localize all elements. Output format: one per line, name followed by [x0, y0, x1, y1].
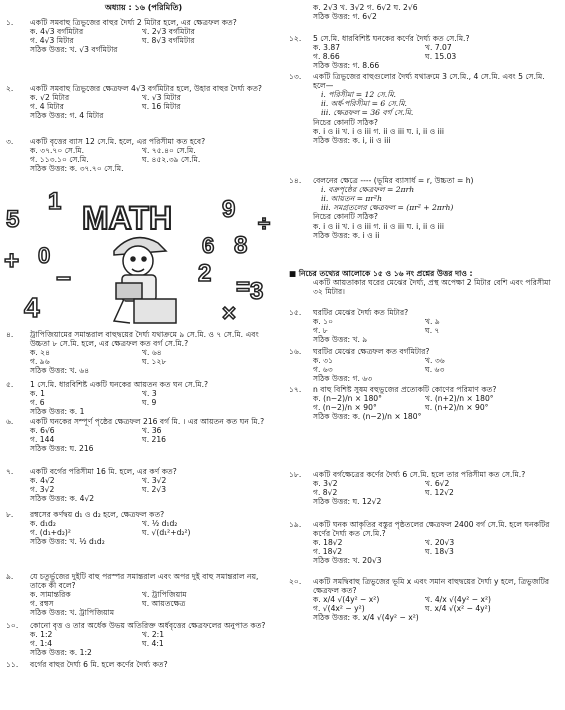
symbol-times: × — [222, 300, 237, 327]
symbol-divide: ÷ — [258, 211, 271, 236]
question-number: ২. — [6, 84, 14, 93]
option: খ. (n+2)/n × 180° — [425, 394, 494, 404]
question-text: 1 সে.মি. ধারবিশিষ্ট একটি ঘনকের আয়তন কত ঘন সে.মি.? — [30, 380, 209, 389]
option: গ. ৯৬ — [30, 357, 50, 367]
option: গ. 1:4 — [30, 639, 53, 649]
question-block — [0, 467, 280, 503]
question-number: ১. — [6, 18, 14, 27]
question-block — [0, 660, 280, 669]
option: খ. 3√2 — [142, 476, 167, 486]
option: খ. 4/x √(4y² − x²) — [425, 595, 491, 605]
option: ক. 18√2 — [313, 538, 343, 548]
options — [30, 426, 280, 444]
options — [30, 519, 280, 537]
option: ঘ. 15.03 — [425, 52, 457, 62]
question-text: ঘরটির মেঝের ক্ষেত্রফল কত বর্গমিটার? — [313, 347, 430, 356]
symbol-0: 0 — [38, 243, 51, 268]
question-block — [0, 84, 280, 120]
question-block — [283, 308, 563, 344]
question-number: ১০. — [6, 621, 19, 630]
symbol-2: 2 — [198, 260, 212, 287]
option: ঘ. √(d₁²+d₂²) — [142, 528, 191, 538]
option: গ. (n−2)/n × 90° — [313, 403, 377, 413]
option: গ. (d₁+d₂)² — [30, 528, 71, 538]
question-block — [283, 176, 563, 240]
question-block — [283, 34, 563, 70]
options — [30, 146, 280, 164]
option: খ. ½ d₁d₂ — [142, 519, 178, 529]
option: খ. 7.07 — [425, 43, 452, 53]
option: ক. (n−2)/n × 180° — [313, 394, 382, 404]
chapter-title: অধ্যায় : ১৬ (পরিমিতি) — [105, 3, 183, 12]
statement: i. বক্রপৃষ্ঠের ক্ষেত্রফল = 2πrh — [321, 185, 415, 195]
options — [30, 630, 280, 648]
question-block — [283, 577, 563, 623]
statement: iii. সমগ্রতলের ক্ষেত্রফল = (πr² + 2πrh) — [321, 203, 454, 213]
answer: সঠিক উত্তর: ক. i ও ii — [313, 230, 380, 240]
option: ক. 4√2 — [30, 476, 55, 486]
question-number: ১৫. — [289, 308, 302, 317]
symbol-4: 4 — [24, 292, 40, 323]
answer: সঠিক উত্তর: গ. ৬৩ — [313, 374, 373, 384]
question-text: একটি ঘনকের সম্পূর্ণ পৃষ্ঠের ক্ষেত্রফল 216 বর্গ মি. । এর আয়তন কত ঘন মি.? — [30, 417, 265, 426]
option: ক. x/4 √(4y² − x²) — [313, 595, 380, 605]
question-text: একটি সমবাহু ত্রিভুজের বাহুর দৈর্ঘ্য 2 মিটার হলে, এর ক্ষেত্রফল কত? — [30, 18, 237, 27]
option: ক. সামান্তরিক — [30, 590, 71, 600]
answer: সঠিক উত্তর: ঘ. 216 — [30, 444, 94, 454]
option: ক. 3√2 — [313, 479, 338, 489]
options — [30, 27, 280, 45]
answer: সঠিক উত্তর: ক. x/4 √(4y² − x²) — [313, 613, 419, 623]
symbol-plus: + — [4, 245, 20, 275]
question-text: একটি বর্গের পরিসীমা 16 মি. হলে, এর কর্ণ কত? — [30, 467, 177, 476]
option: খ. 2√3 বর্গমিটার — [142, 27, 195, 37]
answer: সঠিক উত্তর: গ. 8.66 — [313, 61, 380, 71]
question-text: বেলনের ক্ষেত্রে ---- (ভূমির ব্যাসার্ধ = r, উচ্চতা = h) — [313, 176, 474, 185]
question-number: ৪. — [6, 330, 14, 339]
symbol-5: 5 — [6, 206, 20, 233]
option: গ. ৬৩ — [313, 365, 333, 375]
option: ঘ. 9 — [142, 398, 157, 408]
question-number: ৭. — [6, 467, 14, 476]
option: ক. √2 মিটার — [30, 93, 70, 103]
option: খ. ৭৫.৪০ সে.মি. — [142, 146, 196, 156]
option: ক. 6√6 — [30, 426, 55, 436]
option: ঘ. 4:1 — [142, 639, 164, 649]
option: ক. ৩৭.৭০ সে.মি. — [30, 146, 85, 156]
question-text: যে চতুর্ভুজের দুইটি বাহু পরস্পর সমান্তরাল এবং অপর দুই বাহু সমান্তরাল নয়, তাকে কী বলে? — [30, 572, 259, 591]
question-block — [283, 72, 563, 145]
question-number: ১৩. — [289, 72, 302, 81]
option: ঘ. ৭ — [425, 326, 440, 336]
symbol-equals: = — [236, 274, 251, 301]
option: ঘ. (n+2)/n × 90° — [425, 403, 489, 413]
option: ক. 1 — [30, 389, 45, 399]
option: খ. 20√3 — [425, 538, 455, 548]
statement: ii. আয়তন = πr²h — [321, 194, 382, 204]
question-text: n বাহু বিশিষ্ট সুষম বহুভুজের প্রত্যেকটি কোণের পরিমাণ কত? — [313, 385, 497, 394]
option: ঘ. আয়তক্ষেত্র — [142, 599, 186, 609]
option: ঘ. ৬৩ — [425, 365, 445, 375]
option: গ. ১১৩.১০ সে.মি. — [30, 155, 89, 165]
option: ঘ. x/4 √(x² − 4y²) — [425, 604, 491, 614]
statement: ii. অর্ধ-পরিসীমা = 6 সে.মি. — [321, 99, 407, 109]
section-info: একটি আয়তাকার ঘরের মেঝের দৈর্ঘ্য, প্রস্থ অপেক্ষা 2 মিটার বেশি এবং পরিসীমা ৩২ মিটার। — [313, 278, 551, 297]
question-block — [0, 572, 280, 618]
answer: সঠিক উত্তর: ক. 1:2 — [30, 648, 92, 658]
option: খ. 2:1 — [142, 630, 165, 640]
math-illustration — [4, 187, 280, 327]
question-text: একটি বর্গক্ষেত্রের কর্ণের দৈর্ঘ্য 6 সে.মি. হলে তার পরিসীমা কত সে.মি.? — [313, 470, 526, 479]
options — [30, 590, 280, 608]
question-number: ১১. — [6, 660, 19, 669]
answer: সঠিক উত্তর: খ. 20√3 — [313, 556, 382, 566]
question-number: ৫. — [6, 380, 14, 389]
options — [313, 538, 563, 556]
answer: সঠিক উত্তর: ক. ৩৭.৭০ সে.মি. — [30, 164, 124, 174]
option: খ. √3 মিটার — [142, 93, 181, 103]
symbol-9: 9 — [222, 196, 236, 223]
question-text: একটি ত্রিভুজের বাহুগুলোর দৈর্ঘ্য যথাক্রমে 3 সে.মি., 4 সে.মি. এবং 5 সে.মি. হলে— — [313, 72, 545, 91]
option: ক. ২৪ — [30, 348, 51, 358]
option: ক. d₁d₂ — [30, 519, 56, 529]
boy-cartoon — [114, 238, 176, 323]
question-prompt: নিচের কোনটি সঠিক? — [313, 117, 378, 127]
question-number: ১৬. — [289, 347, 302, 356]
options — [30, 476, 280, 494]
option: ঘ. 18√3 — [425, 547, 454, 557]
question-block — [0, 18, 280, 54]
option: ঘ. ১২৮ — [142, 357, 167, 367]
statement: i. পরিসীমা = 12 সে.মি. — [321, 90, 396, 100]
symbol-1: 1 — [48, 188, 62, 215]
option: গ. √(4x² − y²) — [313, 604, 365, 614]
answer: সঠিক উত্তর: খ. ৯ — [313, 335, 368, 345]
option: খ. 6√2 — [425, 479, 450, 489]
option: ক. ১০ — [313, 317, 334, 327]
symbol-minus: − — [56, 263, 72, 293]
question-block — [0, 510, 280, 546]
option: গ. 4 মিটার — [30, 102, 64, 112]
options-line: ক. i ও ii খ. i ও iii গ. ii ও iii ঘ. i, ii ও iii — [313, 221, 444, 231]
symbol-8: 8 — [234, 232, 248, 259]
answer: সঠিক উত্তর: খ. √3 বর্গমিটার — [30, 45, 118, 55]
options — [313, 43, 563, 61]
options — [313, 595, 563, 613]
option: ঘ. ৪৫২.৩৯ সে.মি. — [142, 155, 201, 165]
question-text: একটি বৃত্তের ব্যাস 12 সে.মি. হলে, এর পরিসীমা কত হবে? — [30, 137, 206, 146]
question-block — [0, 137, 280, 173]
option: গ. 8.66 — [313, 52, 340, 62]
question-number: ১৭. — [289, 385, 302, 394]
answer: সঠিক উত্তর: ক. 1 — [30, 407, 85, 417]
math-word: MATH — [82, 200, 173, 236]
answer: সঠিক উত্তর: গ. 6√2 — [313, 12, 377, 22]
question-block — [0, 380, 280, 416]
option: খ. ট্রাপিজিয়াম — [142, 590, 187, 600]
answer: সঠিক উত্তর: খ. ৬৪ — [30, 366, 90, 376]
question-number: ২০. — [289, 577, 302, 586]
question-number: ১৮. — [289, 470, 302, 479]
option: খ. ৯ — [425, 317, 440, 327]
question-block — [283, 520, 563, 566]
options — [30, 389, 280, 407]
info-section — [283, 269, 563, 296]
answer: সঠিক উত্তর: ক. (n−2)/n × 180° — [313, 412, 422, 422]
question-block — [283, 470, 563, 506]
question-text: একটি সমবাহু ত্রিভুজের ক্ষেত্রফল 4√3 বর্গমিটার হলে, উহার বাহুর দৈর্ঘ্য কত? — [30, 84, 262, 93]
option: খ. ৬৪ — [142, 348, 162, 358]
option: ঘ. 216 — [142, 435, 167, 445]
option: গ. 18√2 — [313, 547, 343, 557]
option: গ. 3√2 — [30, 485, 55, 495]
answer: সঠিক উত্তর: খ. ট্রাপিজিয়াম — [30, 608, 115, 618]
options-line: ক. i ও ii খ. i ও iii গ. ii ও iii ঘ. i, ii ও iii — [313, 126, 444, 136]
question-text: ঘরটির মেঝের দৈর্ঘ্য কত মিটার? — [313, 308, 409, 317]
option: খ. 3 — [142, 389, 157, 399]
question-number: ৮. — [6, 510, 14, 519]
option: খ. 36 — [142, 426, 162, 436]
question-number: ১৯. — [289, 520, 302, 529]
option: ঘ. 16 মিটার — [142, 102, 181, 112]
question-text: ট্রাপিজিয়ামের সমান্তরাল বাহুদ্বয়ের দৈর্ঘ্য যথাক্রমে ৯ সে.মি. ও ৭ সে.মি. এবং উচ্চতা ৮ সে.মি. হলে, এর ক্ষেত্রফল কত বর্গ সে.মি.? — [30, 330, 259, 349]
question-number: ৩. — [6, 137, 14, 146]
options — [313, 479, 563, 497]
options — [313, 356, 563, 374]
option: গ. 6 — [30, 398, 45, 408]
option: গ. 8√2 — [313, 488, 338, 498]
question-text: একটি ঘনক আকৃতির বস্তুর পৃষ্ঠতলের ক্ষেত্রফল 2400 বর্গ সে.মি. হলে ঘনকটির কর্ণের দৈর্ঘ্য কত সে.মি.? — [313, 520, 550, 539]
option: ঘ. 8√3 বর্গমিটার — [142, 36, 195, 46]
question-block — [0, 621, 280, 657]
answer: সঠিক উত্তর: ক. 4√2 — [30, 494, 95, 504]
answer: সঠিক উত্তর: খ. ½ d₁d₂ — [30, 537, 105, 547]
question-number: ৯. — [6, 572, 14, 581]
question-text: একটি সমদ্বিবাহু ত্রিভুজের ভূমি x এবং সমান বাহুদ্বয়ের দৈর্ঘ্য y হলে, ত্রিভুজটির ক্ষেত্রফল কত? — [313, 577, 550, 596]
option: খ. ৩৬ — [425, 356, 445, 366]
question-prompt: নিচের কোনটি সঠিক? — [313, 212, 378, 222]
answer: সঠিক উত্তর: ঘ. 12√2 — [313, 497, 382, 507]
question-11-continued — [283, 3, 563, 21]
option: গ. 144 — [30, 435, 55, 445]
option: ক. ৩১ — [313, 356, 334, 366]
options — [313, 394, 563, 412]
symbol-3: 3 — [250, 278, 264, 305]
question-number: ১২. — [289, 34, 302, 43]
question-text: কোনো বৃত্ত ও তার অর্ধেক উভয় অতিরিক্ত অর্ধবৃত্তের ক্ষেত্রফলের অনুপাত কত? — [30, 621, 266, 630]
options — [30, 348, 280, 366]
question-number: ৬. — [6, 417, 14, 426]
question-block — [0, 330, 280, 376]
options — [313, 317, 563, 335]
option: ঘ. 12√2 — [425, 488, 454, 498]
question-text: রম্বসের কর্ণদ্বয় d₁ ও d₂ হলে, ক্ষেত্রফল কত? — [30, 510, 165, 519]
option: ক. 1:2 — [30, 630, 53, 640]
answer: সঠিক উত্তর: গ. 4 মিটার — [30, 111, 104, 121]
option: ক. 4√3 বর্গমিটার — [30, 27, 84, 37]
statement: iii. ক্ষেত্রফল = 36 বর্গ সে.মি. — [321, 108, 414, 118]
option: গ. 4√3 মিটার — [30, 36, 74, 46]
question-block — [0, 417, 280, 453]
option: ক. 3.87 — [313, 43, 341, 53]
option: গ. রম্বস — [30, 599, 54, 609]
option: ঘ. 2√3 — [142, 485, 167, 495]
question-block — [283, 385, 563, 421]
symbol-6: 6 — [202, 233, 215, 258]
options-line: ক. 2√3 খ. 3√2 গ. 6√2 ঘ. 2√6 — [313, 3, 418, 12]
options — [30, 93, 280, 111]
question-text: 5 সে.মি. ধারবিশিষ্ট ঘনকের কর্ণের দৈর্ঘ্য কত সে.মি.? — [313, 34, 470, 43]
question-text: বর্গের বাহুর দৈর্ঘ্য 6 মি. হলে কর্ণের দৈর্ঘ্য কত? — [30, 660, 168, 669]
answer: সঠিক উত্তর: ক. i, ii ও iii — [313, 135, 391, 145]
question-block — [283, 347, 563, 383]
question-number: ১৪. — [289, 176, 302, 185]
section-heading: ■ নিচের তথ্যের আলোকে ১৫ ও ১৬ নং প্রশ্নের উত্তর দাও : — [289, 269, 473, 278]
option: গ. ৮ — [313, 326, 328, 336]
